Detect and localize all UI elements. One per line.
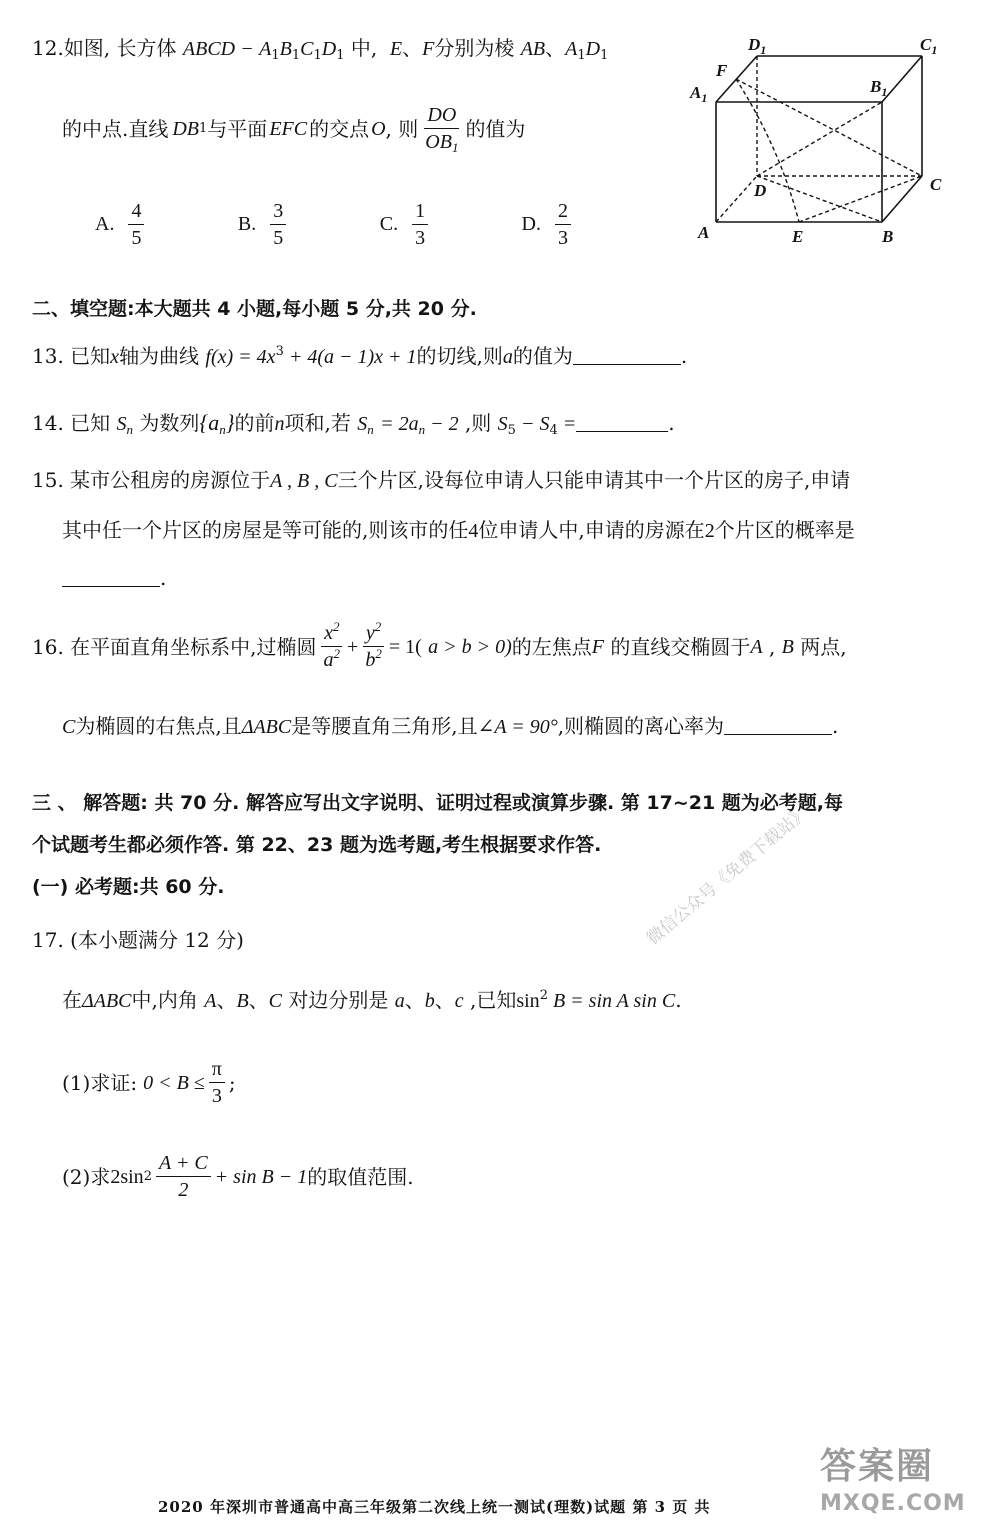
- section3-line2: 个试题考生都必须作答. 第 22、23 题为选考题,考生根据要求作答.: [32, 834, 602, 856]
- question-number: 12.: [32, 36, 64, 60]
- seg-F-C: [736, 79, 922, 176]
- q13: 13. 已知x轴为曲线 $f(x) = 4x^3 + 4(a - 1)x + 1$的切线,则a的值为 .: [32, 344, 688, 368]
- section3-sub: (一) 必考题:共 60 分.: [32, 876, 225, 898]
- edge-C-B: [882, 176, 922, 222]
- option-b[interactable]: B. $\frac{3}{5}$: [238, 200, 290, 249]
- page-footer: 2020 年深圳市普通高中高三年级第二次线上统一测试(理数)试题 第 3 页 共: [158, 1498, 711, 1516]
- ratio-fraction: $\frac{DO}{OB_1}$: [425, 104, 459, 155]
- label-B: B: [882, 227, 894, 246]
- label-F: F: [716, 61, 728, 80]
- q16-line2: C为椭圆的右焦点,且ΔABC是等腰直角三角形,且∠A = 90°,则椭圆的离心率为 .: [62, 714, 839, 738]
- section2-heading: 二、填空题:本大题共 4 小题,每小题 5 分,共 20 分.: [32, 298, 477, 320]
- edge-C1-B1: [882, 56, 922, 102]
- label-C1: $C_1$: [920, 35, 938, 57]
- seg-E-C: [799, 176, 922, 222]
- watermark: 微信公众号《免费下载站》: [643, 802, 813, 950]
- label-E: E: [792, 227, 804, 246]
- logo-url: MXQE.COM: [820, 1491, 966, 1516]
- logo-text: 答案圈: [820, 1446, 935, 1487]
- q12-line2: 的中点.直线 DB 1 与平面 EFC 的交点 O , 则 $\frac{DO}{OB_1}$ 的值为: [62, 104, 526, 155]
- q17-stem: 在ΔABC中,内角 A、B、C 对边分别是 a、b、c ,已知$\sin^2 B = \sin A$ sin C.: [62, 988, 682, 1012]
- label-A1: $A_1$: [690, 83, 708, 105]
- label-A: A: [698, 223, 710, 242]
- answer-blank[interactable]: [724, 716, 832, 735]
- q15-line3: .: [62, 568, 166, 588]
- label-B1: $B_1$: [870, 77, 888, 99]
- q14: 14. 已知 $S_n$ 为数列$\{a_n\}$的前n项和,若 $S_n = 2a_n - 2$ ,则 $S_5 - S_4$ = .: [32, 410, 675, 438]
- answer-blank[interactable]: [62, 568, 160, 587]
- diag-D-B1: [757, 102, 882, 176]
- option-d[interactable]: D. $\frac{2}{3}$: [522, 200, 575, 249]
- seg-F-E: [736, 79, 799, 222]
- answer-blank[interactable]: [576, 413, 668, 432]
- q17-part1: (1)求证: 0 < B ≤ $\frac{\pi}{3}$ ;: [62, 1058, 236, 1107]
- q17-part2: (2)求 2sin 2 $\frac{A + C}{2}$ + sin B − 1 的取值范围.: [62, 1152, 414, 1201]
- q17-head: 17. (本小题满分 12 分): [32, 928, 244, 952]
- label-C: C: [930, 175, 942, 194]
- answer-blank[interactable]: [573, 346, 681, 365]
- label-D: D: [754, 181, 767, 200]
- hidden-edge-A-D: [716, 176, 757, 222]
- option-c[interactable]: C. $\frac{1}{3}$: [380, 200, 432, 249]
- q15-line1: 15. 某市公租房的房源位于A , B , C三个片区,设每位申请人只能申请其中一个片区的房子,申请: [32, 468, 851, 492]
- label-D1: $D_1$: [748, 35, 767, 57]
- q15-line2: 其中任一个片区的房屋是等可能的,则该市的任4位申请人中,申请的房源在2个片区的概率是: [62, 518, 855, 542]
- site-logo: [820, 1438, 980, 1534]
- q12-line1: 12.如图, 长方体 ABCD − $A_1B_1C_1D_1$ 中, E、F分别为棱 AB、$A_1D_1$: [32, 36, 609, 63]
- option-a[interactable]: A. $\frac{4}{5}$: [95, 200, 148, 249]
- q12-options: [95, 200, 575, 249]
- seg-D-B: [757, 176, 882, 222]
- section3-line1: 三 、 解答题: 共 70 分. 解答应写出文字说明、证明过程或演算步骤. 第 17~21 题为必考题,每: [32, 792, 844, 814]
- cuboid-figure: [680, 28, 980, 258]
- q16-line1: 16. 在平面直角坐标系中,过椭圆 $\frac{x^2}{a^2}$ + $\frac{y^2}{b^2}$ = 1( a > b > 0) 的左焦点 F 的直线交椭圆于 A , B 两点,: [32, 619, 847, 671]
